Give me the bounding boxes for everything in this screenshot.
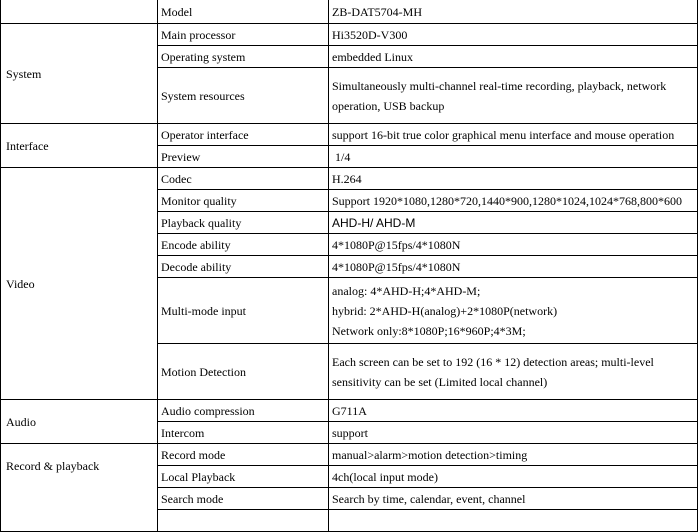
value-cell-decode-ability <box>329 256 698 278</box>
value-line: Simultaneously multi-channel real-time recording, playback, network <box>332 78 667 93</box>
value-line: H.264 <box>332 171 362 186</box>
value-line: AHD-H/ AHD-M <box>332 215 416 230</box>
value-cell-monitor-quality <box>329 190 698 212</box>
table-row <box>1 444 698 466</box>
item-cell-playback-quality: Playback quality <box>158 212 329 234</box>
value-cell-audio-compression <box>329 400 698 422</box>
item-cell-operator-interface: Operator interface <box>158 124 329 146</box>
value-cell-codec <box>329 168 698 190</box>
value-cell-local-playback <box>329 466 698 488</box>
value-line: sensitivity can be set (Limited local channel) <box>332 374 548 389</box>
value-line: 1/4 <box>332 149 351 164</box>
value-line: Hi3520D-V300 <box>332 27 408 42</box>
table-row <box>1 168 698 190</box>
value-line: support <box>332 425 368 440</box>
item-cell-search-mode: Search mode <box>158 488 329 510</box>
item-cell-encode-ability: Encode ability <box>158 234 329 256</box>
item-cell-operating-system: Operating system <box>158 46 329 68</box>
value-cell-motion-detection <box>329 344 698 400</box>
value-cell-operating-system <box>329 46 698 68</box>
category-cell-record-playback: Record & playback <box>1 444 158 532</box>
value-line: embedded Linux <box>332 49 413 64</box>
value-line: manual>alarm>motion detection>timing <box>332 447 528 462</box>
table-row <box>1 0 698 24</box>
item-cell-main-processor: Main processor <box>158 24 329 46</box>
value-cell-preview <box>329 146 698 168</box>
item-cell-empty <box>158 510 329 532</box>
item-cell-preview: Preview <box>158 146 329 168</box>
category-cell-interface: Interface <box>1 124 158 168</box>
value-line: operation, USB backup <box>332 98 445 113</box>
value-line: Network only:8*1080P;16*960P;4*3M; <box>332 323 526 338</box>
category-cell-system: System <box>1 24 158 124</box>
item-cell-codec: Codec <box>158 168 329 190</box>
value-line: Each screen can be set to 192 (16 * 12) detection areas; multi-level <box>332 354 654 369</box>
value-line: G711A <box>332 403 367 418</box>
value-line: Search by time, calendar, event, channel <box>332 491 526 506</box>
value-cell-intercom <box>329 422 698 444</box>
value-cell-multi-mode-input <box>329 278 698 344</box>
table-row <box>1 124 698 146</box>
value-line: Support 1920*1080,1280*720,1440*900,1280*1024,1024*768,800*600 <box>332 193 683 208</box>
value-cell-playback-quality <box>329 212 698 234</box>
item-cell-audio-compression: Audio compression <box>158 400 329 422</box>
item-cell-multi-mode-input: Multi-mode input <box>158 278 329 344</box>
value-cell-main-processor <box>329 24 698 46</box>
value-line: hybrid: 2*AHD-H(analog)+2*1080P(network) <box>332 303 558 318</box>
value-cell-system-resources <box>329 68 698 124</box>
table-row <box>1 24 698 46</box>
item-cell-record-mode: Record mode <box>158 444 329 466</box>
category-cell-audio: Audio <box>1 400 158 444</box>
value-line: analog: 4*AHD-H;4*AHD-M; <box>332 283 481 298</box>
item-cell-local-playback: Local Playback <box>158 466 329 488</box>
value-line: 4ch(local input mode) <box>332 469 438 484</box>
value-line: 4*1080P@15fps/4*1080N <box>332 259 461 274</box>
value-line: 4*1080P@15fps/4*1080N <box>332 237 461 252</box>
item-cell-decode-ability: Decode ability <box>158 256 329 278</box>
category-cell <box>1 0 158 24</box>
value-cell-search-mode <box>329 488 698 510</box>
value-cell-operator-interface <box>329 124 698 146</box>
category-cell-video: Video <box>1 168 158 400</box>
value-cell-record-mode <box>329 444 698 466</box>
item-cell-monitor-quality: Monitor quality <box>158 190 329 212</box>
value-cell-empty <box>329 510 698 532</box>
value-cell-model <box>329 0 698 24</box>
item-cell-intercom: Intercom <box>158 422 329 444</box>
item-cell-system-resources: System resources <box>158 68 329 124</box>
value-cell-encode-ability <box>329 234 698 256</box>
value-line: support 16-bit true color graphical menu interface and mouse operation <box>332 127 675 142</box>
item-cell-model: Model <box>158 0 329 24</box>
item-cell-motion-detection: Motion Detection <box>158 344 329 400</box>
table-row <box>1 400 698 422</box>
value-line: ZB-DAT5704-MH <box>332 4 422 19</box>
